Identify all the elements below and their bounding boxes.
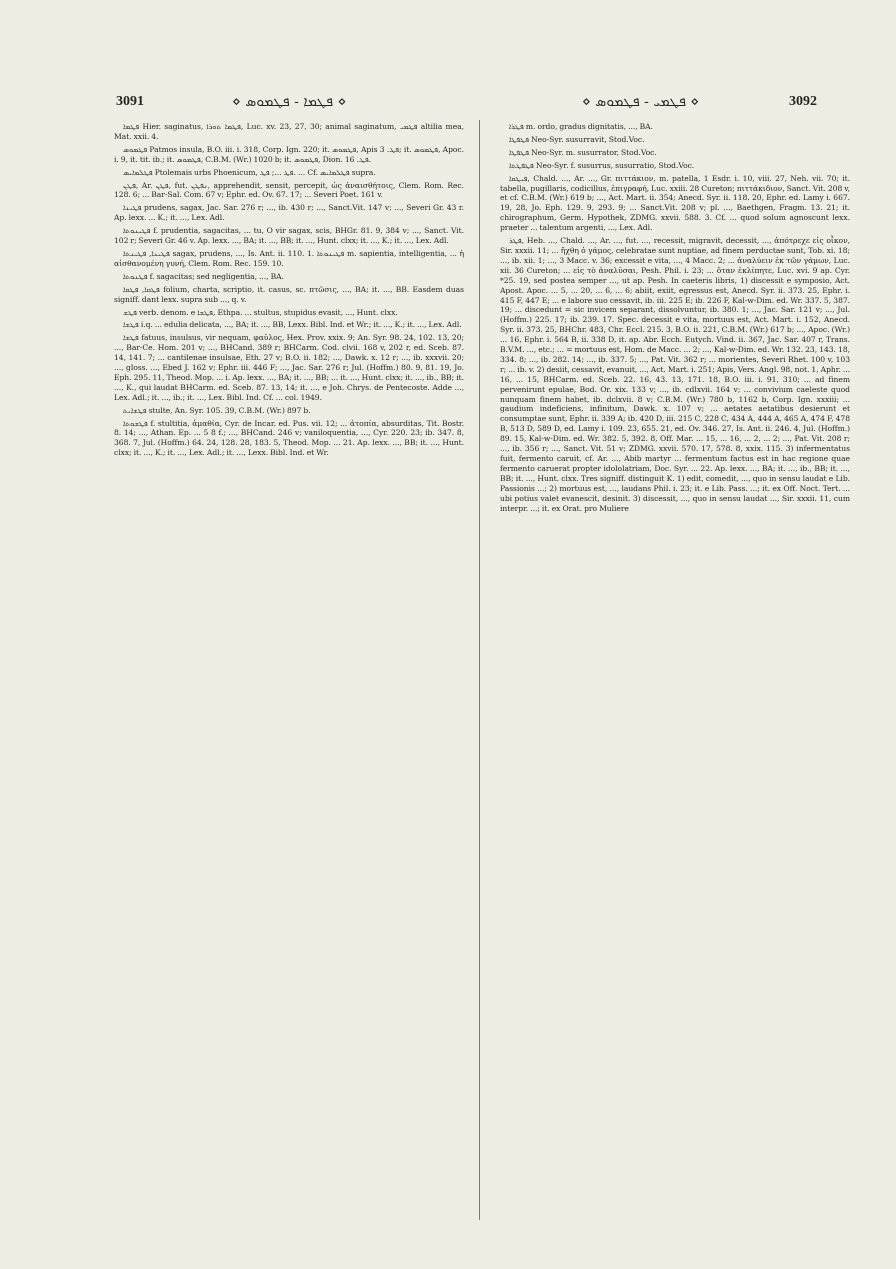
column-divider xyxy=(479,120,480,1220)
dictionary-entry: ܦܝܛܩܐ, Chald. ..., Ar. ..., Gr. πιττάκιον, m. patella, 1 Esdr. i. 10, viii. 27, Neh. vii. 70; it. tabella, pugillaris, codicillus, ἐπιγραφή, Luc. xxiii. 28 Cureton; πιττάκιδιον, Sanct. Vit. 208 v, et cf. C.B.M. (Wr.) 619 b; ..., Act. Mart. ii. 354; Anecd. Syr. ii. 118. 20, Ephr. ed. Lamy i. 667. 19, 28, Jo. Eph. 129. 9, 293. 9; ... Sanct.Vit. 208 v; pl. ..., Baethgen, Fragm. 13. 21; it. chirographum, Germ. Hypothek, ZDMG. xxvii. 588. 3. Cf. ... quod solum agnoscunt lexx. praeter ... talentum argenti, ..., Lex. Adl. xyxy=(500,173,850,233)
dictionary-entry: ܦܛܪ, Heb. ..., Chald. ..., Ar. ..., fut. ..., recessit, migravit, decessit, ..., ἀπότρεχε εἰς οἶκον, Sir. xxxii. 11; ... ἤχθη ὁ γάμος, celebratae sunt nuptiae, ad finem perductae sunt, Tob. xi. 18; ..., ib. xii. 1; ..., 3 Macc. v. 36; excessit e vita, ..., 4 Macc. 2; ... ἀναλύειν ἐκ τῶν γάμων, Luc. xii. 36 Cureton; ... εἰς τὸ ἀναλῦσαι, Pesh. Phil. i. 23; ... ὅταν ἐκλίπητε, Luc. xvi. 9 ap. Cyr. *25. 19, sed postea semper ..., ut ap. Pesh. In caeteris libris, 1) discessit e symposio, Act. Apost. Apoc. ... 5, ... 20, ... 6, ... 6; abiit, exiit, egressus est, Anecd. Syr. ii. 373. 25, Ephr. i. 415 F, 447 E; ... e labore suo cessavit, ib. iii. 225 E; ib. 226 F, Kal-w-Dim. ed. Wr. 337. 5, 387. 19; ... discedunt = sic invicem separant, dissolvuntur, ib. 380. 1; ..., Jac. Sar. 121 v; ..., Jul. (Hoffm.) 225. 17; ib. 239. 17. Spec. decessit e vita, mortuus est, Act. Mart. i. 152, Anecd. Syr. ii. 373. 25, BHChr. 483, Chr. Eccl. 215. 3, B.O. ii. 221, C.B.M. (Wr.) 617 b; ..., Apoc. (Wr.) ... 16, Ephr. i. 564 B, ii. 338 D, it. ap. Abr. Ecch. Eutych. Vind. ii. 367, Jac. Sar. 407 r, Trans. B.V.M. ..., etc.; ... = mortuus est, Hom. de Macc. ... 2; ..., Kal-w-Dim. ed. Wr. 132. 23, 143. 18, 334. 8; ..., ib. 282. 14; ..., ib. 337. 5; ..., Pat. Vit. 362 r; ... morientes, Severi Rhet. 100 v, 103 r; ... ib. v. 2) desiit, cessavit, evanuit, ..., Act. Mart. i. 251; Apis, Vers. Angl. 98, not. 1, Aphr. ... 16, ... 15, BHCarm. ed. Sceb. 22. 16, 43. 13, 171. 18, B.O. iii. i. 91, 310; ... ad finem pervenirunt epulae, Bod. Or. xix. 133 v; ..., ib. cdlxvii. 164 v; ... convivium caeleste quod nunquam finem habet, ib. dclxvii. 8 v; C.B.M. (Wr.) 780 b, 1162 b, Corp. Ign. xxxiii; ... gaudium indeficiens, infinitum, Dawk. x. 107 v; ... aetates aetatibus desierunt et consumptae sunt, Ephr. ii. 339 A; ib. 420 D, iii. 215 C, 228 C, 434 A, 444 A, 465 A, 474 F, 478 B, 513 D, 589 D, ed. Lamy i. 109. 23, 655. 21, ed. Ov. 346. 27, Is. Ant. ii. 246. 4, Jul. (Hoffm.) 89. 15, Kal-w-Dim. ed. Wr. 382. 5, 392. 8, Off. Mar. ... 15, ... 16, ... 2, ... 2; ..., Pat. Vit. 208 r; ..., ib. 356 r; ..., Sanct. Vit. 51 v; ZDMG. xxvii. 570. 17, 578. 8, xxix. 115. 3) infermentatus fuit, fermento caruit, cf. Ar. ..., Abib martyr ... fermentum factus est in hac regione quae fermento caruerat propter idololatriam, Doc. Syr. ... 22. Ap. lexx. ..., BA; it. ..., ib., BB; it. ..., BB; it. ..., Hunt. clxx. Tres signiff. distinguit K. 1) edit, comedit, ..., quo in sensu laudat e Lib. Passionis ...; 2) mortuus est, ..., laudans Phil. i. 23; it. e Lib. Pass. ...; it. ex Off. Noct. Tert. ... ubi potius valet evanescit, desinit. 3) discessit, ..., quo in sensu laudat ..., Sir. xxxii. 11, cum interpr. ...; it. ex Orat. pro Muliere xyxy=(500,236,850,513)
left-running-title: ⋄ ܦܛܡܐ - ܦܛܡܘܣ ⋄ xyxy=(232,94,347,110)
dictionary-entry: ܦܛܡܘܣ Patmos insula, B.O. iii. i. 318, Corp. Ign. 220; it. ܦܛܡܘܣ, Apis ܦܛ. 3; it. ܦܛܡܘܣ, Apoc. i. 9, it. tit. ib.; it. ܦܛܡܘܣ, C.B.M. (Wr.) 1020 b; it. ܦܛܡܘܣ, Dion. ܦܛ. 16. xyxy=(114,144,464,164)
left-page-number: 3091 xyxy=(116,94,144,109)
dictionary-entry: ܦܛܫ verb. denom. e ܦܛܫܐ, Ethpa. ... stultus, stupidus evasit, ..., Hunt. clxx. xyxy=(123,307,398,317)
dictionary-entry: ܦܛܫܐܝܬ stulte, An. Syr. 105. 39, C.B.M. (Wr.) 897 b. xyxy=(123,405,311,415)
right-page-number: 3092 xyxy=(789,94,817,109)
dictionary-entry: ܦܛܩܐ, ܦܛܩܐ folium, charta, scriptio, it. casus, sc. πτῶσις, ..., BA; it. ..., BB. Easdem duas signiff. dant lexx. supra sub ..., q. v. xyxy=(114,284,464,304)
page-header xyxy=(0,0,896,120)
dictionary-entry: ܦܛܝܢܐ prudens, sagax, Jac. Sar. 276 r; ..., ib. 430 r; ..., Sanct.Vit. 147 v; ..., Severi Gr. 43 r. Ap. lexx. ... K.; it. ..., Lex. Adl. xyxy=(114,203,464,223)
dictionary-entry: ܦܛܝܢܘܬܐ f. prudentia, sagacitas, ... tu, O vir sagax, scis, BHGr. 81. 9, 384 v; ..., Sanct. Vit. 102 r; Severi Gr. 46 v. Ap. lexx. ..., BA; it. ..., BB; it. ..., Hunt. clxx; it. ..., K.; it. ..., Lex. Adl. xyxy=(114,226,464,246)
dictionary-entry: ܦܛܪܐ m. ordo, gradus dignitatis, ..., BA. xyxy=(509,122,653,131)
dictionary-entry: ܦܛܫܐ fatuus, insulsus, vir nequam, φαῦλος, Hex. Prov. xxix. 9; An. Syr. 98. 24, 102. 13, 20; ..., Bar-Ce. Hom. 201 v; ..., BHCand. 389 r; BHCarm. Cod. clvii. 168 v, 202 r, ed. Sceb. 87. 14, 141. 7; ... cantilenae insulsae, Eth. 27 v; B.O. ii. 182; ..., Dawk. x. 12 r; ..., ib. xxxvii. 20; ..., gloss. ..., Ebed J. 162 v; Ephr. iii. 446 F; ..., Jac. Sar. 276 r; Jul. (Hoffm.) 80. 9, 81. 19, Jo. Eph. 295. 11, Theod. Mop. ... i. Ap. lexx. ..., BA; it. ..., BB; ... it. ..., Hunt. clxx; it. ..., ib., BB; it. ..., K., qui laudat BHCarm. ed. Sceb. 87. 13, 14; it. ..., e Joh. Chrys. de Pentecoste. Adde ..., Lex. Adl.; it. ..., ib.; it. ..., Lex. Bibl. Ind. Cf. ... col. 1949. xyxy=(114,333,464,402)
dictionary-entry: ܦܛܦܛܐ Neo-Syr. m. susurrator, Stod.Voc. xyxy=(509,147,657,157)
dictionary-entry: ܦܛܫܐ i.q. ... edulia delicata, ..., BA; it. ..., BB, Lexx. Bibl. Ind. et Wr.; it. ..., K.; it. ..., Lex. Adl. xyxy=(123,320,462,330)
dictionary-entry: ܦܛܢ, Ar. ܦܛܢ, fut. ܢܦܛܢ, apprehendit, sensit, percepit, ὡς ἀναισθήτοις, Clem. Rom. Rec. 128. 6; ... Bar-Sal. Com. 67 v; Ephr. ed. Ov. 67. 17; ... Severi Poet. 161 v. xyxy=(114,180,464,200)
left-column xyxy=(114,122,464,1227)
right-running-title: ⋄ ܦܛܡܝ - ܦܛܡܘܣ ⋄ xyxy=(582,94,700,110)
dictionary-entry: ܦܛܫܘܬܐ f. stultitia, ἀμαθία, Cyr. de Incar. ed. Pus. vii. 12; ... ἀτοπία, absurditas, Tit. Bostr. 8. 14; ..., Athan. Ep. ... 5 8 f.; ..., BHCand. 246 v; vaniloquentia, ..., Cyr. 220. 23; ib. 347. 8, 368. 7, Jul. (Hoffm.) 64. 24, 128. 28, 183. 5, Theod. Mop. ... 21. Ap. lexx. ..., BB; it. ..., Hunt. clxx; it. ..., K.; it. ..., Lex. Adl.; it. ..., Lexx. Bibl. Ind. et Wr. xyxy=(114,418,464,458)
dictionary-entry: ܦܛܢܘܬܐ f. sagacitas; sed negligentia, ..., BA. xyxy=(123,271,284,281)
dictionary-entry: ܦܛܠܡܐܝܣ Ptolemais urbs Phoenicum, ܦܛ ...; ܦܛ. ... Cf. ܦܛܠܡܐܝܣ supra. xyxy=(123,167,376,177)
right-column xyxy=(500,122,850,1227)
dictionary-entry: ܦܛܡܐ Hier. saginatus, ܦܛܡܐ ܬܘܪܐ, Luc. xv. 23, 27, 30; animal saginatum, ܦܛܡܝ altilia mea, Mat. xxii. 4. xyxy=(114,122,464,141)
dictionary-entry: ܦܛܝܢܐ, ܦܛܝܢܬܐ sagax, prudens, ..., Is. Ant. ii. 110. 1. ܦܛܝܢܘܬܐ m. sapientia, intelligentia, ... ἡ αἰσθανομένη γυνή, Clem. Rom. Rec. 159. 10. xyxy=(114,248,464,268)
dictionary-entry: ܦܛܦܛܬܐ Neo-Syr. f. susurrus, susurratio, Stod.Voc. xyxy=(509,160,695,170)
dictionary-entry: ܦܛܦܛܐ Neo-Syr. susurravit, Stod.Voc. xyxy=(509,134,645,144)
